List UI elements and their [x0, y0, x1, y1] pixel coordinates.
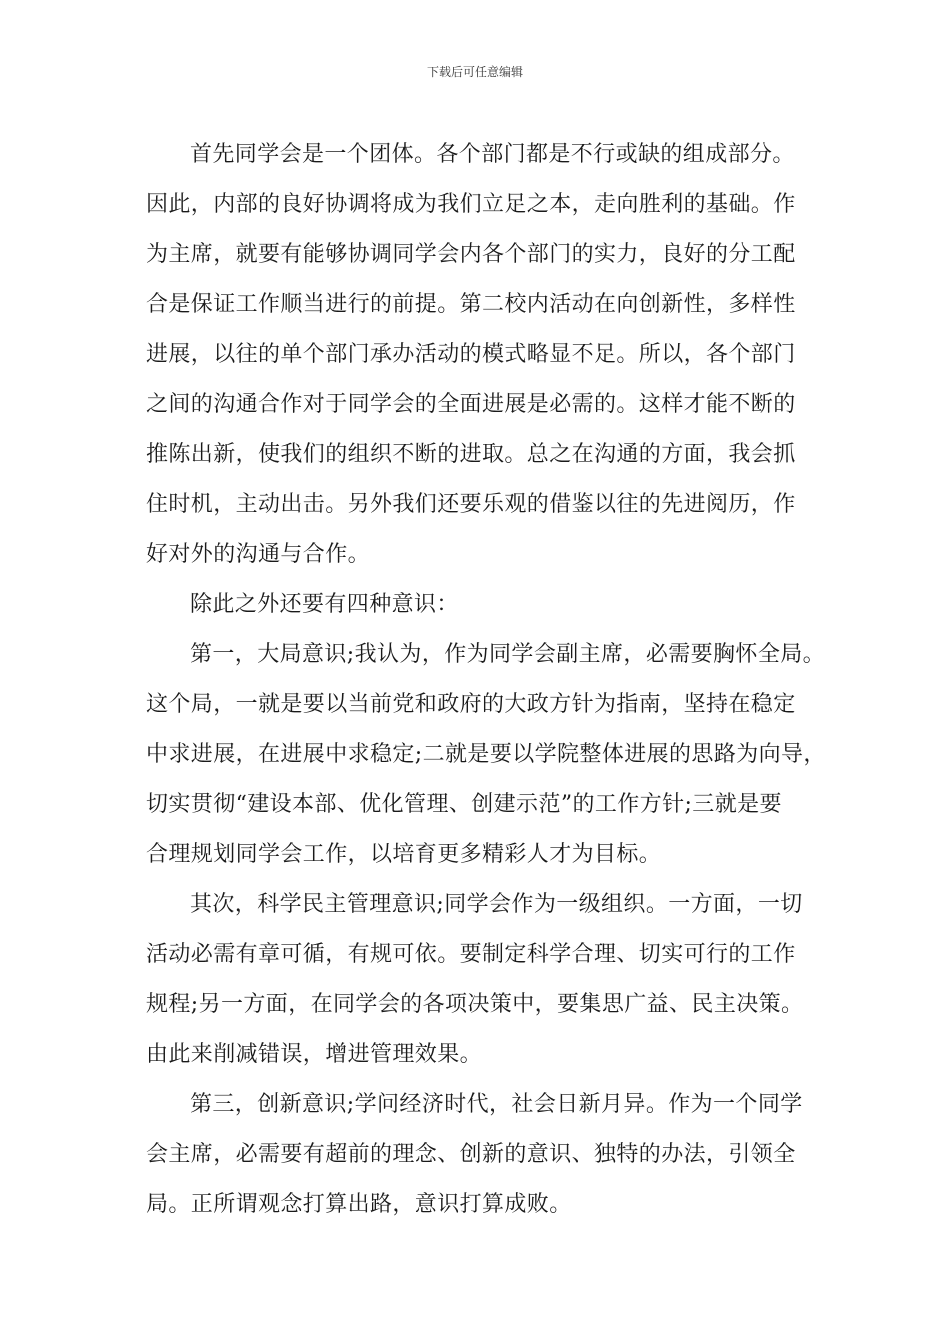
text-line: 之间的沟通合作对于同学会的全面进展是必需的。这样才能不断的 — [146, 392, 796, 417]
paragraph-democratic-management — [146, 880, 826, 1080]
page-header: 下载后可任意编辑 — [426, 65, 523, 79]
text-line: 除此之外还要有四种意识： — [190, 592, 459, 617]
text-line: 活动必需有章可循，有规可依。要制定科学合理、切实可行的工作 — [146, 942, 796, 967]
document-body — [146, 130, 826, 1230]
text-line: 局。正所谓观念打算出路，意识打算成败。 — [146, 1192, 572, 1217]
text-line: 住时机，主动出击。另外我们还要乐观的借鉴以往的先进阅历，作 — [146, 492, 796, 517]
text-line: 这个局，一就是要以当前党和政府的大政方针为指南，坚持在稳定 — [146, 692, 796, 717]
text-line: 为主席，就要有能够协调同学会内各个部门的实力，良好的分工配 — [146, 242, 796, 267]
paragraph-overall-awareness — [146, 630, 826, 880]
text-line: 好对外的沟通与合作。 — [146, 542, 371, 567]
text-line: 切实贯彻“建设本部、优化管理、创建示范”的工作方针;三就是要 — [146, 792, 782, 817]
text-line: 中求进展，在进展中求稳定;二就是要以学院整体进展的思路为向导， — [146, 742, 826, 767]
text-line: 首先同学会是一个团体。各个部门都是不行或缺的组成部分。 — [190, 142, 795, 167]
text-line: 合是保证工作顺当进行的前提。第二校内活动在向创新性，多样性 — [146, 292, 796, 317]
text-line: 由此来削减错误，增进管理效果。 — [146, 1042, 483, 1067]
text-line: 因此，内部的良好协调将成为我们立足之本，走向胜利的基础。作 — [146, 192, 796, 217]
paragraph-four-awareness-intro — [146, 580, 826, 630]
text-line: 第一，大局意识;我认为，作为同学会副主席，必需要胸怀全局。 — [190, 642, 826, 667]
text-line: 规程;另一方面，在同学会的各项决策中，要集思广益、民主决策。 — [146, 992, 804, 1017]
text-line: 其次，科学民主管理意识;同学会作为一级组织。一方面，一切 — [190, 892, 803, 917]
text-line: 第三，创新意识;学问经济时代，社会日新月异。作为一个同学 — [190, 1092, 803, 1117]
paragraph-innovation-awareness — [146, 1080, 826, 1230]
text-line: 进展，以往的单个部门承办活动的模式略显不足。所以，各个部门 — [146, 342, 796, 367]
text-line: 会主席，必需要有超前的理念、创新的意识、独特的办法，引领全 — [146, 1142, 796, 1167]
paragraph-coordination — [146, 130, 826, 580]
text-line: 推陈出新，使我们的组织不断的进取。总之在沟通的方面，我会抓 — [146, 442, 796, 467]
text-line: 合理规划同学会工作，以培育更多精彩人才为目标。 — [146, 842, 662, 867]
